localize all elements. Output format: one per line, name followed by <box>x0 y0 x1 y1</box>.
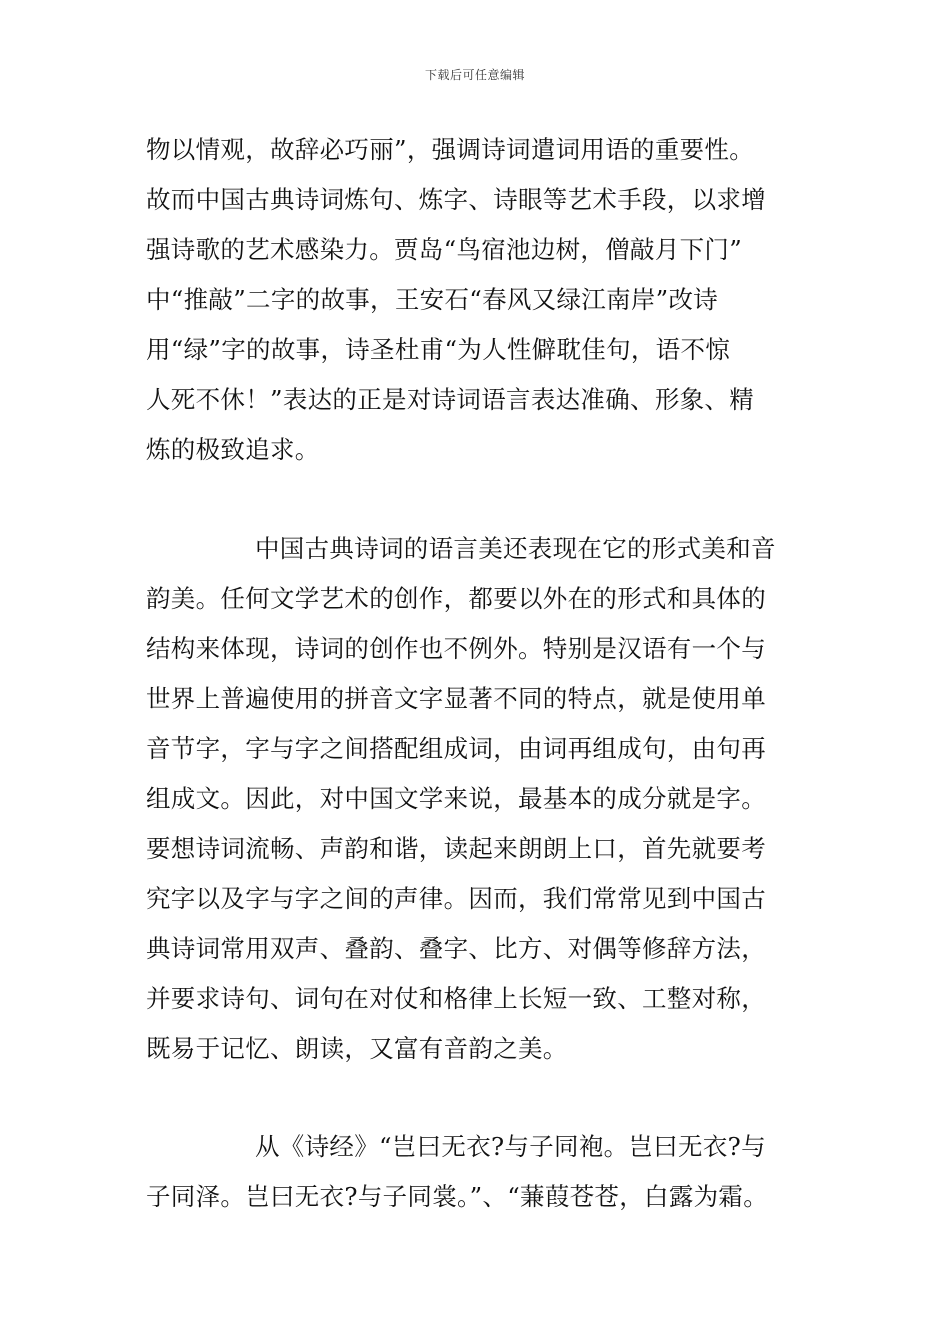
paragraph-2-line-3: 结构来体现，诗词的创作也不例外。特别是汉语有一个与 <box>146 634 766 663</box>
paragraph-3-line-2: 子同泽。岂曰无衣?与子同裳。”、“蒹葭苍苍，白露为霜。 <box>146 1182 769 1211</box>
paragraph-1-line-2: 故而中国古典诗词炼句、炼字、诗眼等艺术手段，以求增 <box>146 185 766 214</box>
paragraph-2-line-8: 究字以及字与字之间的声律。因而，我们常常见到中国古 <box>146 884 766 913</box>
paragraph-2-line-2: 韵美。任何文学艺术的创作，都要以外在的形式和具体的 <box>146 584 766 613</box>
page-header: 下载后可任意编辑 <box>424 68 525 82</box>
paragraph-1-line-4: 中“推敲”二字的故事，王安石“春风又绿江南岸”改诗 <box>146 285 719 314</box>
paragraph-3-line-1: 从《诗经》“岂曰无衣?与子同袍。岂曰无衣?与 <box>255 1132 766 1161</box>
paragraph-1-line-3: 强诗歌的艺术感染力。贾岛“鸟宿池边树，僧敲月下门” <box>146 235 743 264</box>
paragraph-2-line-5: 音节字，字与字之间搭配组成词，由词再组成句，由句再 <box>146 734 766 763</box>
paragraph-1-line-6: 人死不休！”表达的正是对诗词语言表达准确、形象、精 <box>146 385 755 414</box>
paragraph-2-line-6: 组成文。因此，对中国文学来说，最基本的成分就是字。 <box>146 784 766 813</box>
paragraph-1-line-5: 用“绿”字的故事，诗圣杜甫“为人性僻耽佳句，语不惊 <box>146 335 731 364</box>
paragraph-1-line-7: 炼的极致追求。 <box>146 435 320 464</box>
paragraph-2-line-9: 典诗词常用双声、叠韵、叠字、比方、对偶等修辞方法， <box>146 934 766 963</box>
paragraph-2-line-4: 世界上普遍使用的拼音文字显著不同的特点，就是使用单 <box>146 684 766 713</box>
paragraph-2-line-1: 中国古典诗词的语言美还表现在它的形式美和音 <box>255 534 776 563</box>
paragraph-2-line-7: 要想诗词流畅、声韵和谐，读起来朗朗上口，首先就要考 <box>146 834 766 863</box>
paragraph-2-line-10: 并要求诗句、词句在对仗和格律上长短一致、工整对称， <box>146 984 766 1013</box>
paragraph-1-line-1: 物以情观，故辞必巧丽”，强调诗词遣词用语的重要性。 <box>146 135 755 164</box>
paragraph-2-line-11: 既易于记忆、朗读，又富有音韵之美。 <box>146 1034 568 1063</box>
